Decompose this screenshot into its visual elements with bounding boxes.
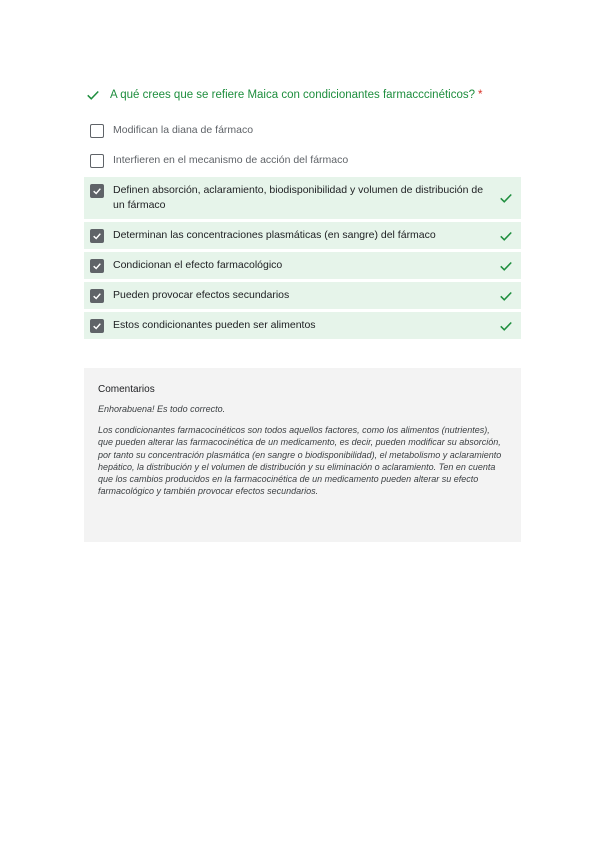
correct-check-icon bbox=[499, 289, 513, 303]
correct-check-icon bbox=[499, 259, 513, 273]
option-label: Condicionan el efecto farmacológico bbox=[113, 259, 283, 271]
feedback-congrats: Enhorabuena! Es todo correcto. bbox=[98, 404, 226, 414]
option-determinan-concentraciones[interactable] bbox=[84, 222, 521, 249]
required-mark: * bbox=[478, 89, 483, 101]
correct-check-icon bbox=[499, 229, 513, 243]
checkbox-checked[interactable] bbox=[90, 259, 104, 273]
checkbox-checked[interactable] bbox=[90, 229, 104, 243]
option-label: Definen absorción, aclaramiento, biodisponibilidad y volumen de distribución de un fármaco bbox=[113, 184, 484, 211]
option-label: Pueden provocar efectos secundarios bbox=[113, 289, 290, 301]
checkmark-icon bbox=[92, 231, 102, 241]
feedback-title: Comentarios bbox=[98, 384, 155, 395]
question-header bbox=[84, 86, 524, 104]
feedback-explanation: Los condicionantes farmacocinéticos son todos aquellos factores, como los alimentos (nutrientes), que pueden alterar las farmacocinética de un medicamento, es decir, pueden modificar su absorción, por tanto su concentración plasmática (en sangre o biodisponibilidad), el metabolismo y aclaramiento hepático, la distribución y el volumen de distribución y su eliminación o aclaramiento. Ten en cuenta que los cambios producidos en la farmacocinética de un medicamento pueden alterar su efecto farmacológico y también provocar efectos secundarios. bbox=[98, 425, 502, 497]
check-icon bbox=[84, 86, 102, 104]
correct-check-icon bbox=[499, 319, 513, 333]
option-label: Estos condicionantes pueden ser alimentos bbox=[113, 319, 316, 331]
correct-check-icon bbox=[499, 191, 513, 205]
checkmark-icon bbox=[92, 291, 102, 301]
option-condicionan-efecto[interactable] bbox=[84, 252, 521, 279]
checkbox[interactable] bbox=[90, 154, 104, 168]
option-label: Modifican la diana de fármaco bbox=[113, 124, 254, 136]
option-definen-absorcion[interactable] bbox=[84, 177, 521, 219]
checkbox-checked[interactable] bbox=[90, 289, 104, 303]
question-title: A qué crees que se refiere Maica con condicionantes farmacccinéticos? bbox=[110, 89, 476, 101]
option-efectos-secundarios[interactable] bbox=[84, 282, 521, 309]
checkbox[interactable] bbox=[90, 124, 104, 138]
option-alimentos[interactable] bbox=[84, 312, 521, 339]
options-list bbox=[84, 117, 521, 342]
option-label: Interfieren en el mecanismo de acción del fármaco bbox=[113, 154, 349, 166]
checkmark-icon bbox=[92, 321, 102, 331]
option-interfieren-mecanismo[interactable] bbox=[84, 147, 521, 174]
feedback-panel bbox=[84, 368, 521, 542]
option-modifican-diana[interactable] bbox=[84, 117, 521, 144]
checkbox-checked[interactable] bbox=[90, 184, 104, 198]
checkbox-checked[interactable] bbox=[90, 319, 104, 333]
checkmark-icon bbox=[92, 186, 102, 196]
option-label: Determinan las concentraciones plasmáticas (en sangre) del fármaco bbox=[113, 229, 436, 241]
checkmark-icon bbox=[92, 261, 102, 271]
